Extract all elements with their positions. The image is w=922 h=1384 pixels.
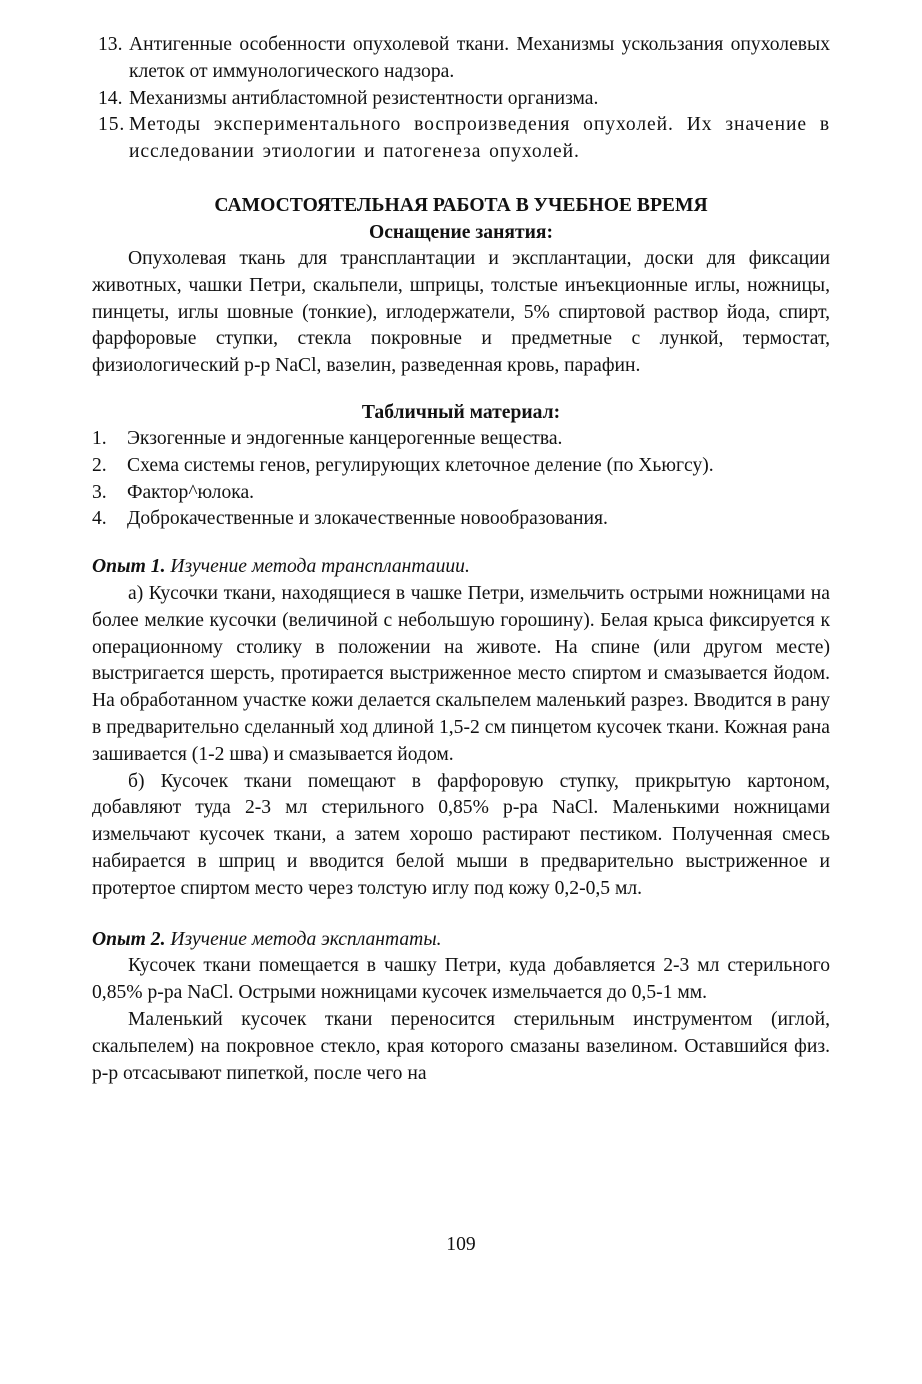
experiment-2-label: Опыт 2. [92, 928, 166, 950]
experiment-1-paragraph-b: б) Кусочек ткани помещают в фарфоровую ступку, прикрытую картоном, добавляют туда 2-3 мл стерильного 0,85% р-ра NaCl. Маленькими ножницами измельчают кусочек ткани, а затем хорошо растирают пестиком. Полученная смесь набирается в шприц и вводится белой мыши в предварительно выстриженное и протертое спиртом место через толстую иглу под кожу 0,2-0,5 мл. [92, 770, 830, 899]
experiment-1-label: Опыт 1. [92, 556, 166, 578]
list-item-text: Антигенные особенности опухолевой ткани. Механизмы ускользания опухолевых клеток от иммунологического надзора. [129, 34, 830, 82]
experiment-2-name: Изучение метода эксплантаты. [170, 928, 442, 950]
list-item-text: Механизмы антибластомной резистентности организма. [129, 87, 599, 109]
list-item [92, 426, 830, 453]
questions-list [92, 32, 830, 166]
section-title: САМОСТОЯТЕЛЬНАЯ РАБОТА В УЧЕБНОЕ ВРЕМЯ [214, 194, 708, 216]
document-page [92, 32, 830, 1087]
list-item [92, 86, 830, 113]
list-item-number: 15. [98, 114, 126, 136]
experiment-1-title [92, 554, 830, 581]
experiment-2-paragraph-2: Маленький кусочек ткани переносится стерильным инструментом (иглой, скальпелем) на покровное стекло, края которого смазаны вазелином. Оставшийся физ. р-р отсасывают пипеткой, после чего на [92, 1008, 830, 1084]
list-item-number: 3. [92, 481, 107, 503]
experiment-1-paragraph-a: а) Кусочки ткани, находящиеся в чашке Петри, измельчить острыми ножницами на более мелкие кусочки (величиной с небольшую горошину). Белая крыса фиксируется к операционному столику в положении на животе. На спине (или другом месте) выстригается шерсть, протирается выстриженное место спиртом и смазывается йодом. На обработанном участке кожи делается скальпелем маленький разрез. Вводится в рану в предварительно сделанный ход длиной 1,5-2 см пинцетом кусочек ткани. Кожная рана зашивается (1-2 шва) и смазывается йодом. [92, 582, 830, 765]
list-item [92, 480, 830, 507]
list-item-number: 1. [92, 427, 107, 449]
table-material-heading: Табличный материал: [361, 401, 561, 423]
list-item-number: 14. [98, 87, 123, 109]
list-item-text: Доброкачественные и злокачественные новообразования. [127, 508, 608, 530]
table-material-list [92, 426, 830, 533]
equipment-paragraph: Опухолевая ткань для трансплантации и эксплантации, доски для фиксации животных, чашки Петри, скальпели, шприцы, толстые инъекционные иглы, ножницы, пинцеты, иглы шовные (тонкие), иглодержатели, 5% спиртовой раствор йода, спирт, фарфоровые ступки, стекла покровные и предметные с лункой, термостат, физиологический р-р NaCl, вазелин, разведенная кровь, парафин. [92, 247, 830, 377]
page-number: 109 [446, 1234, 476, 1255]
list-item-number: 13. [98, 34, 123, 55]
list-item-text: Фактор^юлока. [127, 481, 255, 503]
list-item [92, 32, 830, 86]
experiment-1-name: Изучение метода трансплантаиии. [170, 556, 470, 578]
experiment-2-title [92, 927, 830, 954]
list-item [92, 453, 830, 480]
list-item-text: Экзогенные и эндогенные канцерогенные вещества. [127, 427, 563, 449]
experiment-2-paragraph-1: Кусочек ткани помещается в чашку Петри, куда добавляется 2-3 мл стерильного 0,85% р-ра NaCl. Острыми ножницами кусочек измельчается до 0,5-1 мм. [92, 955, 830, 1004]
list-item-text: Методы экспериментального воспроизведения опухолей. Их значение в исследовании этиологии и патогенеза опухолей. [129, 114, 830, 163]
list-item-number: 2. [92, 454, 107, 476]
equipment-heading: Оснащение занятия: [368, 221, 554, 243]
list-item [92, 506, 830, 533]
list-item-number: 4. [92, 508, 107, 530]
list-item-text: Схема системы генов, регулирующих клеточное деление (по Хьюгсу). [127, 454, 714, 476]
list-item [92, 112, 830, 166]
